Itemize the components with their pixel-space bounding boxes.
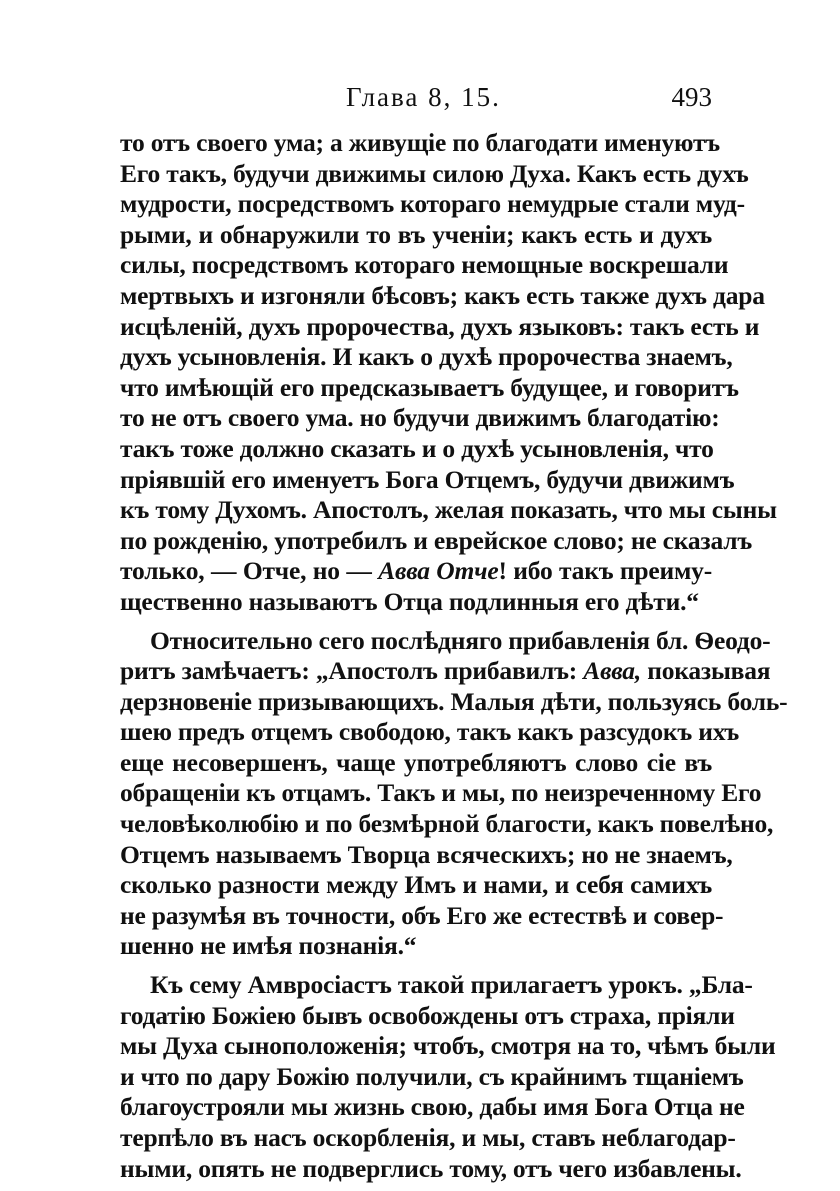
text-line: исцѣленій, духъ пророчества, духъ языковъ: такъ есть и bbox=[120, 311, 760, 341]
text-line: щественно называютъ Отца подлинныя его дѣти.“ bbox=[120, 586, 699, 616]
text-line: ными, опять не подверглись тому, отъ чего избавлены. bbox=[120, 1153, 742, 1183]
page-body bbox=[120, 128, 788, 1184]
text-line: Относительно сего послѣдняго прибавленія бл. Ѳеодо- bbox=[150, 625, 771, 655]
text-line: шею предъ отцемъ свободою, такъ какъ разсудокъ ихъ bbox=[120, 717, 739, 747]
text-fragment: показывая bbox=[641, 656, 771, 686]
text-line: сколько разности между Имъ и нами, и себя самихъ bbox=[120, 870, 712, 900]
text-line: благоустрояли мы жизнь свою, дабы имя Бога Отца не bbox=[120, 1092, 745, 1122]
text-fragment: только, — Отче, но — bbox=[120, 556, 379, 586]
text-line: силы, посредствомъ котораго немощные воскрешали bbox=[120, 250, 729, 280]
text-line: то не отъ своего ума. но будучи движимъ благодатію: bbox=[120, 403, 720, 433]
text-line: мертвыхъ и изгоняли бѣсовъ; какъ есть также духъ дара bbox=[120, 280, 765, 310]
text-line-mixed bbox=[120, 556, 712, 587]
text-line: то отъ своего ума; а живущіе по благодати именуютъ bbox=[120, 128, 720, 157]
text-line: Его такъ, будучи движимы силою Духа. Какъ есть духъ bbox=[120, 158, 749, 188]
text-line: духъ усыновленія. И какъ о духѣ пророчества знаемъ, bbox=[120, 342, 733, 372]
italic-term: Авва, bbox=[583, 656, 642, 686]
text-line: пріявшій его именуетъ Бога Отцемъ, будучи движимъ bbox=[120, 464, 735, 494]
paragraph-1 bbox=[120, 128, 777, 618]
text-line: такъ тоже должно сказать и о духѣ усыновленія, что bbox=[120, 433, 714, 463]
text-line: Къ сему Амвросіастъ такой прилагаетъ урокъ. „Бла- bbox=[150, 970, 753, 1000]
text-line: и что по дару Божію получили, съ крайнимъ тщаніемъ bbox=[120, 1061, 744, 1091]
text-line: обращеніи къ отцамъ. Такъ и мы, по неизреченному Его bbox=[120, 778, 762, 808]
page-header bbox=[120, 82, 712, 118]
paragraph-2 bbox=[120, 625, 788, 963]
text-fragment: ! ибо такъ преиму- bbox=[498, 556, 712, 586]
text-line: по рожденію, употребилъ и еврейское слово; не сказалъ bbox=[120, 525, 752, 555]
text-line: годатію Божіею бывъ освобождены отъ страха, пріяли bbox=[120, 1000, 735, 1030]
page-number: 493 bbox=[671, 82, 712, 112]
text-line: мудрости, посредствомъ котораго немудрые стали муд- bbox=[120, 189, 745, 219]
running-title: Глава 8, 15. bbox=[346, 82, 501, 112]
text-line: человѣколюбію и по безмѣрной благости, какъ повелѣно, bbox=[120, 809, 774, 839]
text-line: мы Духа сыноположенія; чтобъ, смотря на то, чѣмъ были bbox=[120, 1031, 776, 1061]
text-line: къ тому Духомъ. Апостолъ, желая показать, что мы сыны bbox=[120, 495, 777, 525]
text-line: Отцемъ называемъ Творца всяческихъ; но не знаемъ, bbox=[120, 839, 733, 869]
text-fragment: ритъ замѣчаетъ: „Апостолъ прибавилъ: bbox=[120, 656, 584, 686]
text-line: терпѣло въ насъ оскорбленія, и мы, ставъ неблагодар- bbox=[120, 1123, 736, 1152]
text-line: что имѣющій его предсказываетъ будущее, и говоритъ bbox=[120, 372, 739, 402]
text-line: шенно не имѣя познанія.“ bbox=[120, 931, 417, 961]
text-line: дерзновеніе призывающихъ. Малыя дѣти, пользуясь боль- bbox=[120, 686, 788, 716]
text-line: не разумѣя въ точности, объ Его же естествѣ и совер- bbox=[120, 900, 724, 930]
text-line-mixed bbox=[120, 656, 771, 687]
italic-term: Авва Отче bbox=[378, 556, 499, 586]
paragraph-3 bbox=[120, 970, 776, 1184]
text-line: еще несовершенъ, чаще употребляютъ слово сіе въ bbox=[120, 747, 712, 777]
text-line: рыми, и обнаружили то въ ученіи; какъ есть и духъ bbox=[120, 219, 712, 249]
